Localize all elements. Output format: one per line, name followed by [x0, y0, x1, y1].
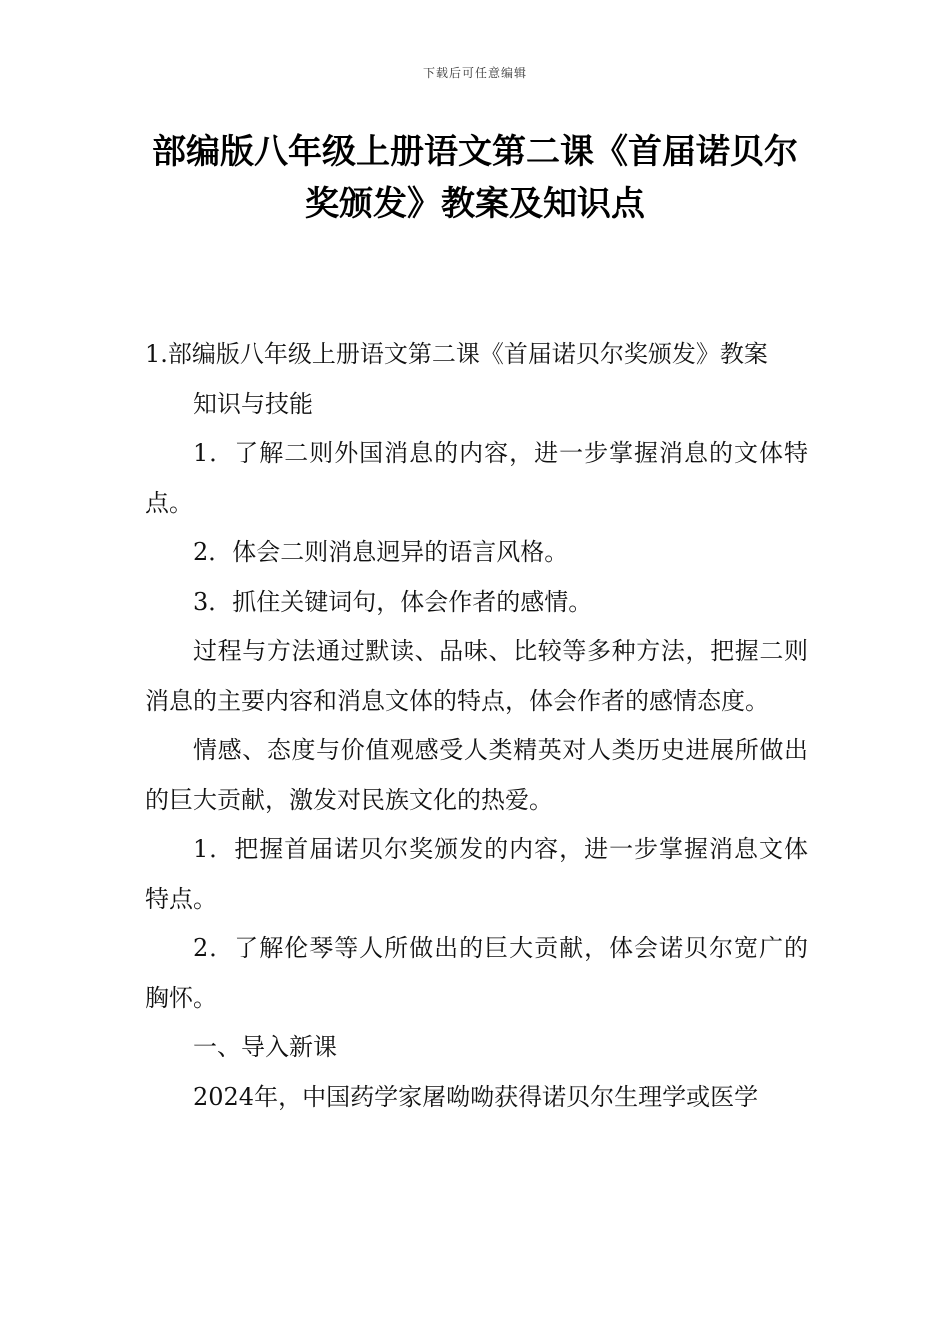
paragraph-process-method: 过程与方法通过默读、品味、比较等多种方法，把握二则消息的主要内容和消息文体的特点，体会作者的感情态度。 [145, 637, 808, 715]
document-title: 部编版八年级上册语文第二课《首届诺贝尔奖颁发》教案及知识点 [152, 132, 798, 224]
paragraph-objective-1: 1．了解二则外国消息的内容，进一步掌握消息的文体特点。 [145, 439, 808, 517]
header-note: 下载后可任意编辑 [422, 66, 527, 80]
paragraph-objective-2: 2．体会二则消息迥异的语言风格。 [193, 538, 569, 566]
paragraph-section-heading: 1.部编版八年级上册语文第二课《首届诺贝尔奖颁发》教案 [145, 340, 768, 368]
paragraph-knowledge-skills: 知识与技能 [193, 389, 313, 418]
paragraph-key-point-1: 1．把握首届诺贝尔奖颁发的内容，进一步掌握消息文体特点。 [145, 835, 808, 913]
paragraph-emotion-values: 情感、态度与价值观感受人类精英对人类历史进展所做出的巨大贡献，激发对民族文化的热爱。 [145, 736, 808, 814]
paragraph-key-point-2: 2．了解伦琴等人所做出的巨大贡献，体会诺贝尔宽广的胸怀。 [145, 934, 808, 1012]
paragraph-introduction-heading: 一、导入新课 [193, 1033, 337, 1061]
document-body [145, 330, 808, 1122]
paragraph-introduction-text: 2024年，中国药学家屠呦呦获得诺贝尔生理学或医学 [193, 1082, 759, 1111]
paragraph-objective-3: 3．抓住关键词句，体会作者的感情。 [193, 587, 593, 616]
